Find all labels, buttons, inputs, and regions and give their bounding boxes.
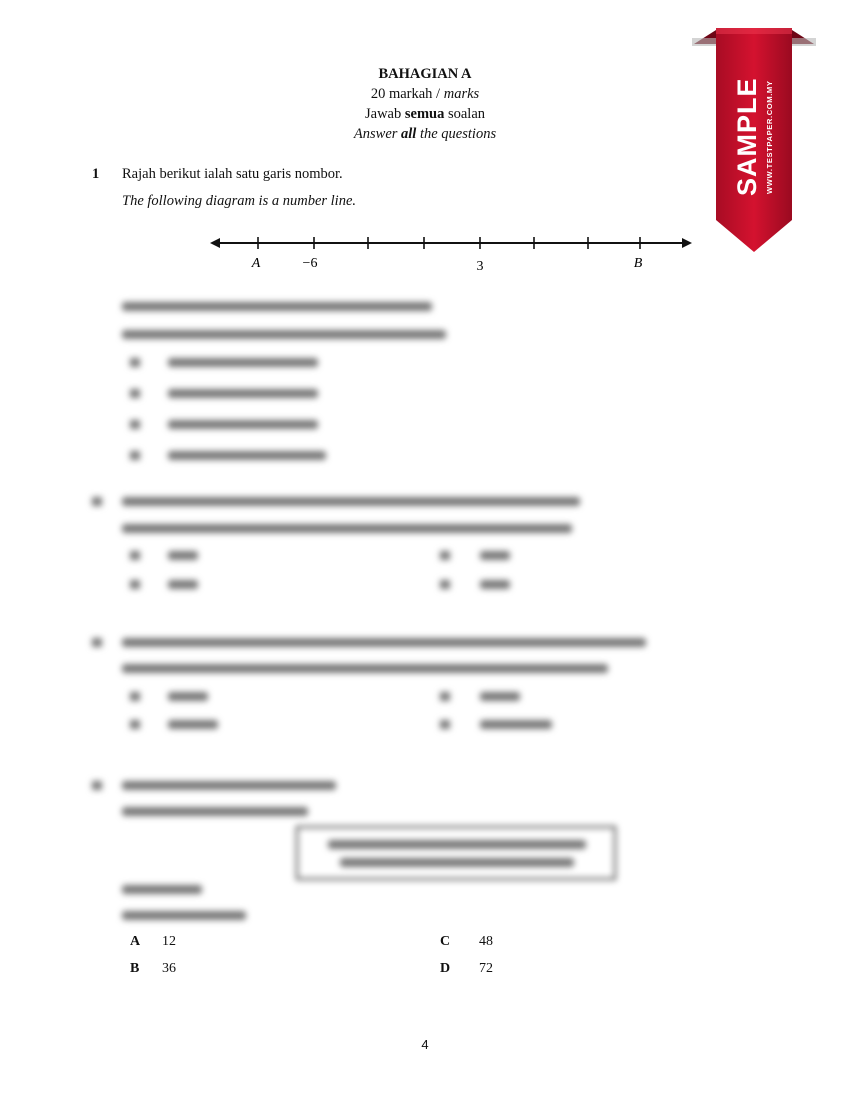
option-c-value: 48 bbox=[479, 934, 493, 949]
obscured-statement-box bbox=[296, 826, 616, 880]
marks-english: marks bbox=[443, 86, 480, 102]
question-1-text-english: The following diagram is a number line. bbox=[122, 193, 357, 209]
instr-en-post: the questions bbox=[416, 126, 497, 142]
label-b: B bbox=[633, 256, 643, 271]
question-1-text-malay: Rajah berikut ialah satu garis nombor. bbox=[122, 166, 343, 182]
instr-en-bold: all bbox=[401, 126, 417, 142]
label-a: A bbox=[251, 256, 261, 271]
question-1-number: 1 bbox=[92, 166, 100, 182]
label-3: 3 bbox=[476, 259, 484, 274]
marks-malay: 20 markah / bbox=[370, 86, 444, 102]
number-line bbox=[210, 230, 694, 278]
instr-pre: Jawab bbox=[364, 106, 405, 122]
section-title: BAHAGIAN A bbox=[378, 66, 472, 82]
instr-en-pre: Answer bbox=[353, 126, 402, 142]
instr-bold: semua bbox=[404, 106, 445, 122]
label-neg6: −6 bbox=[302, 256, 318, 271]
option-a-value: 12 bbox=[162, 934, 176, 949]
ribbon-word: SAMPLE bbox=[732, 77, 762, 196]
number-line-right-arrow bbox=[682, 238, 692, 248]
option-c-letter: C bbox=[440, 934, 451, 949]
ribbon-site: WWW.TESTPAPER.COM.MY bbox=[765, 80, 774, 194]
sample-ribbon bbox=[692, 24, 816, 260]
option-d-letter: D bbox=[440, 961, 451, 976]
page-number: 4 bbox=[421, 1037, 429, 1052]
number-line-left-arrow bbox=[210, 238, 220, 248]
option-b-letter: B bbox=[130, 961, 140, 976]
option-d-value: 72 bbox=[479, 961, 493, 976]
instr-post: soalan bbox=[444, 106, 486, 122]
option-a-letter: A bbox=[130, 934, 141, 949]
option-b-value: 36 bbox=[162, 961, 176, 976]
